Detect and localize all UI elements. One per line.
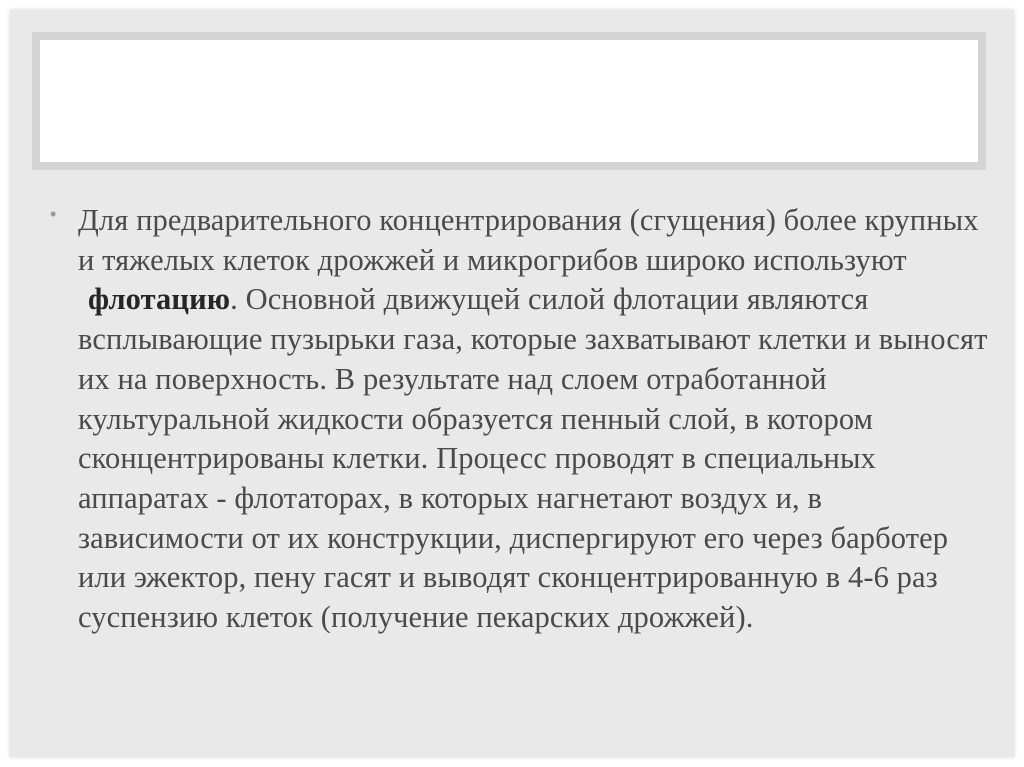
paragraph-text-after: . Основной движущей силой флотации являются всплывающие пузырьки газа, которые захватывают клетки и выносят их на поверхность. В результате над слоем отработанной культуральной жидкости образуется пенный слой, в котором сконцентрированы клетки. Процесс проводят в специальных аппаратах - флотаторах, в которых нагнетают воздух и, в зависимости от их конструкции, диспергируют его через барботер или эжектор, пену гасят и выводят сконцентрированную в 4-6 раз суспензию клеток (получение пекарских дрожжей). [78, 282, 988, 635]
content-area [50, 201, 990, 638]
paragraph-emphasis: флотацию [88, 282, 231, 317]
bullet-icon: • [50, 204, 57, 224]
bullet-paragraph [50, 201, 990, 638]
title-frame [32, 32, 986, 170]
slide [10, 10, 1014, 757]
paragraph-text-before: Для предварительного концентрирования (сгущения) более крупных и тяжелых клеток дрожжей и микрогрибов широко используют [78, 203, 979, 277]
title-placeholder [40, 40, 978, 162]
